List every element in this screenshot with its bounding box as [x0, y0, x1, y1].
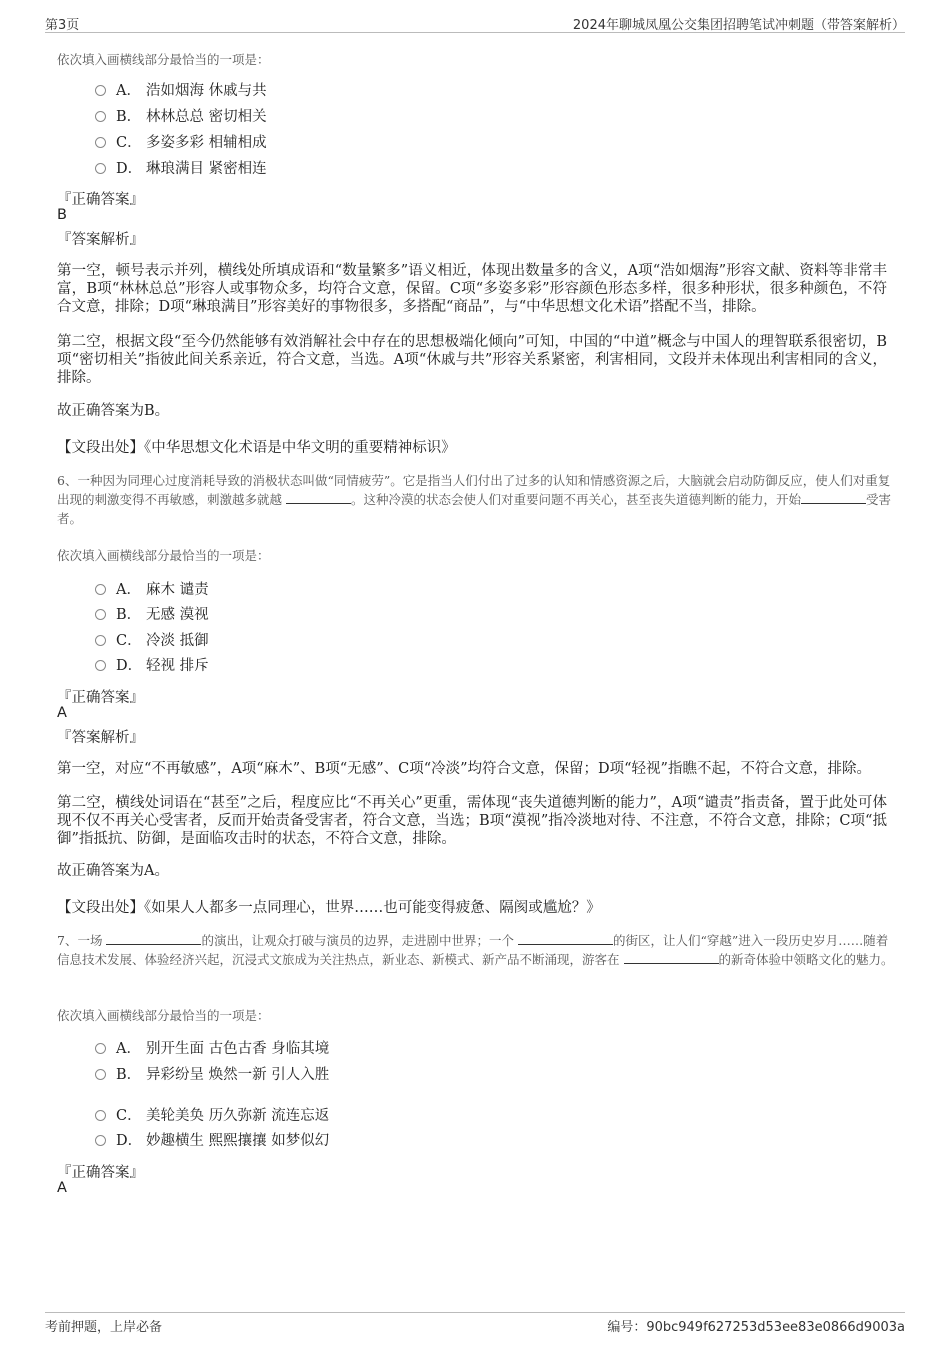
q6-option-d[interactable]: D． 轻视 排斥 [95, 655, 209, 677]
answer-blank [518, 932, 613, 945]
q5-prompt: 依次填入画横线部分最恰当的一项是： [57, 52, 270, 67]
q7-answer-label: 『正确答案』 [57, 1165, 144, 1181]
footer-slogan: 考前押题，上岸必备 [45, 1320, 163, 1335]
radio-icon[interactable] [95, 1110, 106, 1121]
q7-option-a[interactable]: A． 别开生面 古色古香 身临其境 [95, 1038, 329, 1060]
q5-option-d[interactable]: D． 琳琅满目 紧密相连 [95, 158, 267, 180]
q5-option-a[interactable]: A． 浩如烟海 休戚与共 [95, 80, 267, 102]
radio-icon[interactable] [95, 635, 106, 646]
q5-source: 【文段出处】《中华思想文化术语是中华文明的重要精神标识》 [57, 440, 456, 456]
q6-prompt: 依次填入画横线部分最恰当的一项是： [57, 548, 270, 563]
q7-answer: A [57, 1180, 67, 1196]
q5-analysis-paragraph: 第一空，顿号表示并列，横线处所填成语和“数量繁多”语义相近，体现出数量多的含义，A项“浩如烟海”形容文献、资料等非常丰富，B项“林林总总”形容人或事物众多，均符合文意，保留。C项“多姿多彩”形容颜色形态多样，很多种形状，很多种颜色，不符合文意，排除；D项“琳琅满目”形容美好的事物很多，多搭配“商品”，与“中华思想文化术语”搭配不当，排除。 [57, 263, 887, 315]
q5-analysis-label: 『答案解析』 [57, 232, 144, 248]
radio-icon[interactable] [95, 163, 106, 174]
q6-analysis-paragraph: 第二空，横线处词语在“甚至”之后，程度应比“不再关心”更重，需体现“丧失道德判断的能力”，A项“谴责”指责备，置于此处可体现不仅不再关心受害者，反而开始责备受害者，符合文意，当选；B项“漠视”指冷淡地对待、不注意，不符合文意，排除；C项“抵御”指抵抗、防御，是面临攻击时的状态，不符合文意，排除。 [57, 795, 887, 847]
q7-option-d[interactable]: D． 妙趣横生 熙熙攘攘 如梦似幻 [95, 1130, 329, 1152]
q6-source: 【文段出处】《如果人人都多一点同理心，世界……也可能变得疲惫、隔阂或尴尬？》 [57, 900, 601, 916]
page-number: 第3页 [45, 18, 80, 33]
page-footer [45, 1312, 905, 1335]
document-title: 2024年聊城凤凰公交集团招聘笔试冲刺题（带答案解析） [572, 18, 905, 33]
q5-conclusion: 故正确答案为B。 [57, 403, 170, 419]
radio-icon[interactable] [95, 1069, 106, 1080]
answer-blank [624, 951, 719, 964]
answer-blank [286, 491, 351, 504]
q5-option-c[interactable]: C． 多姿多彩 相辅相成 [95, 132, 267, 154]
q7-option-b[interactable]: B． 异彩纷呈 焕然一新 引人入胜 [95, 1064, 329, 1086]
q7-question: 7、一场 的演出，让观众打破与演员的边界，走进剧中世界；一个 的街区，让人们“穿越”进入一段历史岁月……随着信息技术发展、体验经济兴起，沉浸式文旅成为关注热点，新业态、新模式、新产品不断涌现，游客在 的新奇体验中领略文化的魅力。 [57, 933, 894, 967]
document-code: 编号：90bc949f627253d53ee83e0866d9003a [607, 1320, 905, 1335]
q6-analysis-label: 『答案解析』 [57, 730, 144, 746]
q7-prompt: 依次填入画横线部分最恰当的一项是： [57, 1008, 270, 1023]
radio-icon[interactable] [95, 1043, 106, 1054]
answer-blank [801, 491, 866, 504]
radio-icon[interactable] [95, 137, 106, 148]
q6-analysis-paragraph: 第一空，对应“不再敏感”，A项“麻木”、B项“无感”、C项“冷淡”均符合文意，保留；D项“轻视”指瞧不起，不符合文意，排除。 [57, 761, 871, 777]
radio-icon[interactable] [95, 609, 106, 620]
radio-icon[interactable] [95, 584, 106, 595]
q6-option-a[interactable]: A． 麻木 谴责 [95, 579, 209, 601]
radio-icon[interactable] [95, 111, 106, 122]
q5-analysis-paragraph: 第二空，根据文段“至今仍然能够有效消解社会中存在的思想极端化倾向”可知，中国的“中道”概念与中国人的理智联系很密切，B项“密切相关”指彼此间关系亲近，符合文意，当选。A项“休戚与共”形容关系紧密，利害相同，文段并未体现出利害相同的含义，排除。 [57, 334, 887, 386]
q5-answer-label: 『正确答案』 [57, 192, 144, 208]
q6-option-b[interactable]: B． 无感 漠视 [95, 604, 209, 626]
page-header [45, 12, 905, 33]
q7-option-c[interactable]: C． 美轮美奂 历久弥新 流连忘返 [95, 1105, 329, 1127]
q6-answer-label: 『正确答案』 [57, 690, 144, 706]
q5-answer: B [57, 207, 67, 223]
radio-icon[interactable] [95, 1135, 106, 1146]
q6-conclusion: 故正确答案为A。 [57, 863, 169, 879]
answer-blank [106, 932, 201, 945]
q6-answer: A [57, 705, 67, 721]
radio-icon[interactable] [95, 660, 106, 671]
q6-option-c[interactable]: C． 冷淡 抵御 [95, 630, 209, 652]
q6-question: 6、一种因为同理心过度消耗导致的消极状态叫做“同情疲劳”。它是指当人们付出了过多的认知和情感资源之后，大脑就会启动防御反应，使人们对重复出现的刺激变得不再敏感，刺激越多就越 。这种冷漠的状态会使人们对重要问题不再关心，甚至丧失道德判断的能力，开始 受害者。 [57, 473, 892, 526]
radio-icon[interactable] [95, 85, 106, 96]
q5-option-b[interactable]: B． 林林总总 密切相关 [95, 106, 267, 128]
